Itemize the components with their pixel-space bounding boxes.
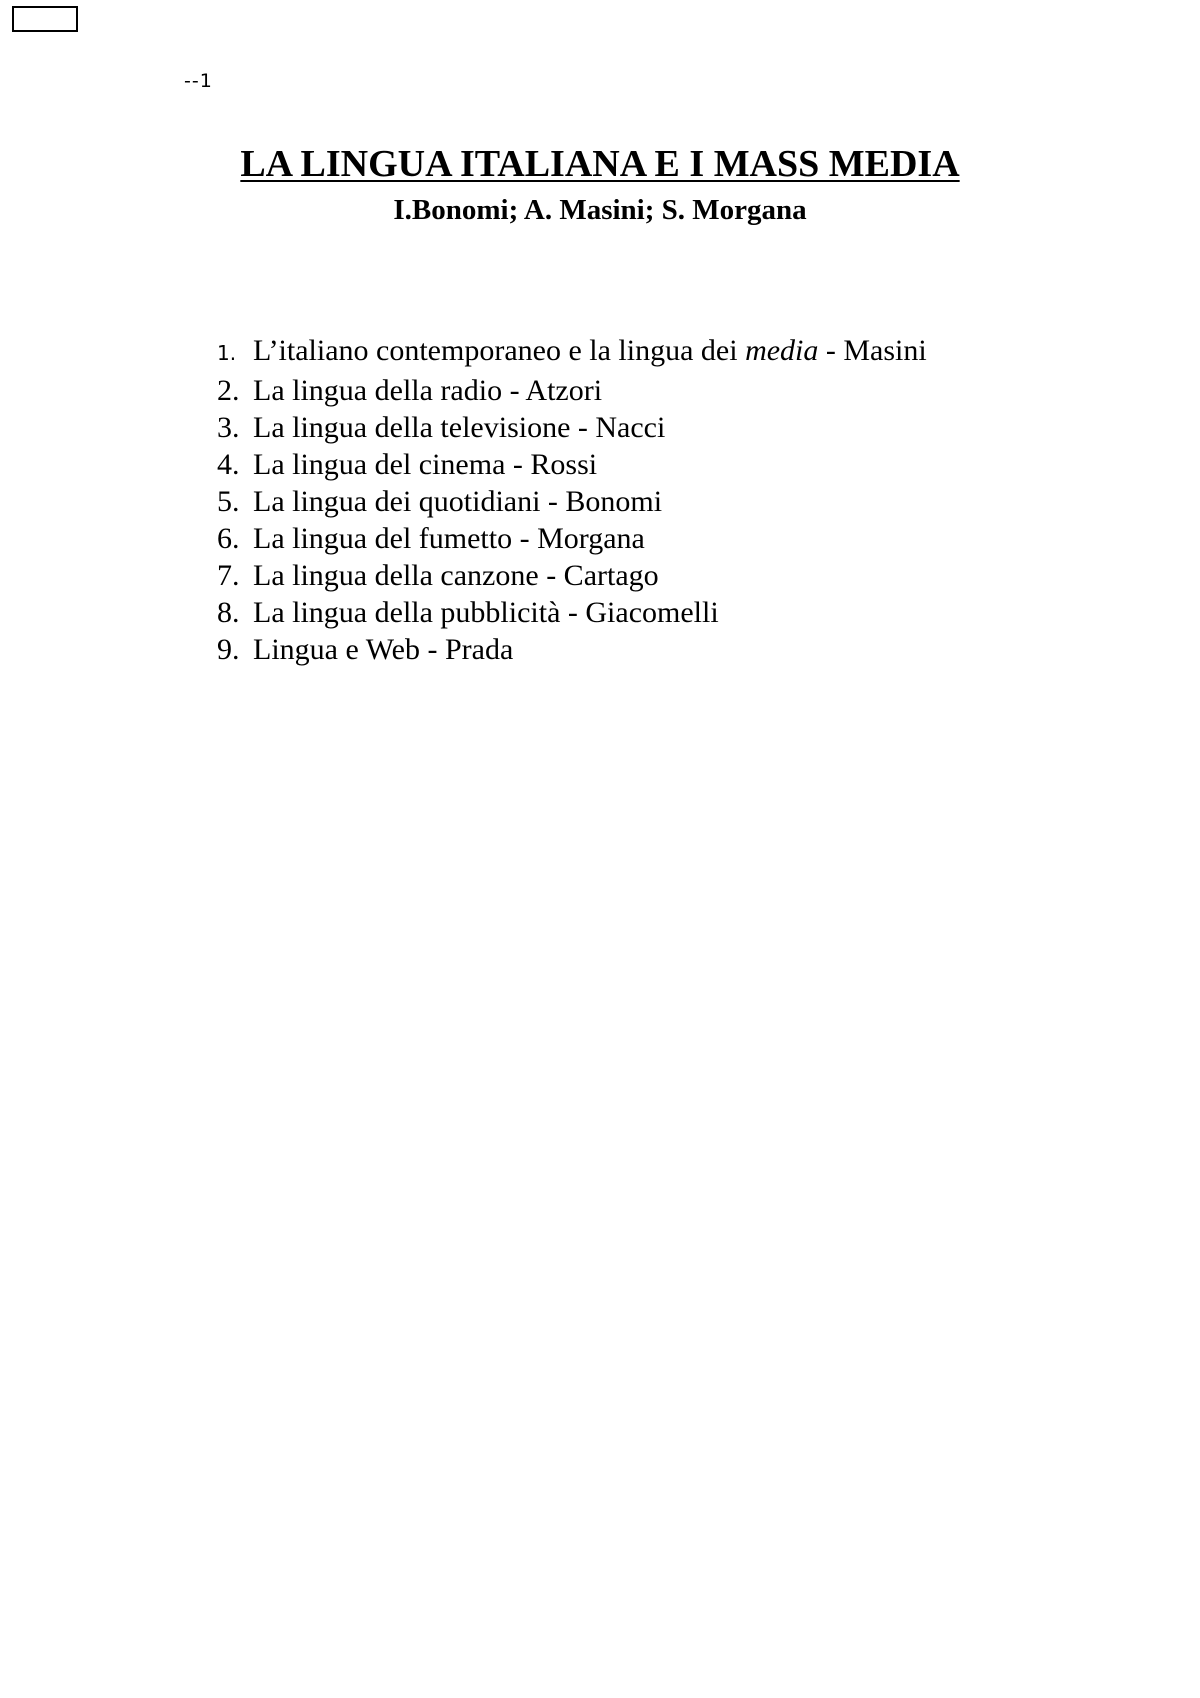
toc-item-number: 6. [217, 522, 240, 555]
toc-item-number: 8. [217, 596, 240, 629]
toc-item-number: 2. [217, 374, 240, 407]
toc-item-4 [217, 446, 927, 483]
toc-item-number: 3. [217, 411, 240, 444]
toc-item-1 [217, 332, 927, 372]
toc-item-text: La lingua del cinema - Rossi [253, 448, 598, 481]
toc-item-2 [217, 372, 927, 409]
toc-item-9 [217, 631, 927, 668]
toc-item-text: La lingua del fumetto - Morgana [253, 522, 645, 555]
toc-item-5 [217, 483, 927, 520]
toc-item-6 [217, 520, 927, 557]
toc-item-number: 9. [217, 633, 240, 666]
toc-item-number: 7. [217, 559, 240, 592]
toc-item-text: L’italiano contemporaneo e la lingua dei [253, 334, 746, 367]
toc-item-number: 1. [217, 341, 237, 365]
toc-item-text: La lingua dei quotidiani - Bonomi [253, 485, 663, 518]
page-marker: --1 [184, 70, 213, 92]
toc-item-author: - Masini [818, 334, 927, 367]
toc-item-8 [217, 594, 927, 631]
toc-item-7 [217, 557, 927, 594]
toc-item-text: La lingua della pubblicità - Giacomelli [253, 596, 719, 629]
document-authors: I.Bonomi; A. Masini; S. Morgana [393, 194, 807, 226]
toc-item-italic-word: media [745, 334, 819, 367]
table-of-contents [217, 332, 927, 668]
corner-box-frame [12, 6, 78, 32]
toc-item-number: 5. [217, 485, 240, 518]
toc-item-3 [217, 409, 927, 446]
toc-item-text: La lingua della televisione - Nacci [253, 411, 666, 444]
document-title: LA LINGUA ITALIANA E I MASS MEDIA [240, 143, 960, 185]
toc-item-text: Lingua e Web - Prada [253, 633, 514, 666]
toc-item-number: 4. [217, 448, 240, 481]
toc-item-text: La lingua della canzone - Cartago [253, 559, 659, 592]
toc-item-text: La lingua della radio - Atzori [253, 374, 603, 407]
